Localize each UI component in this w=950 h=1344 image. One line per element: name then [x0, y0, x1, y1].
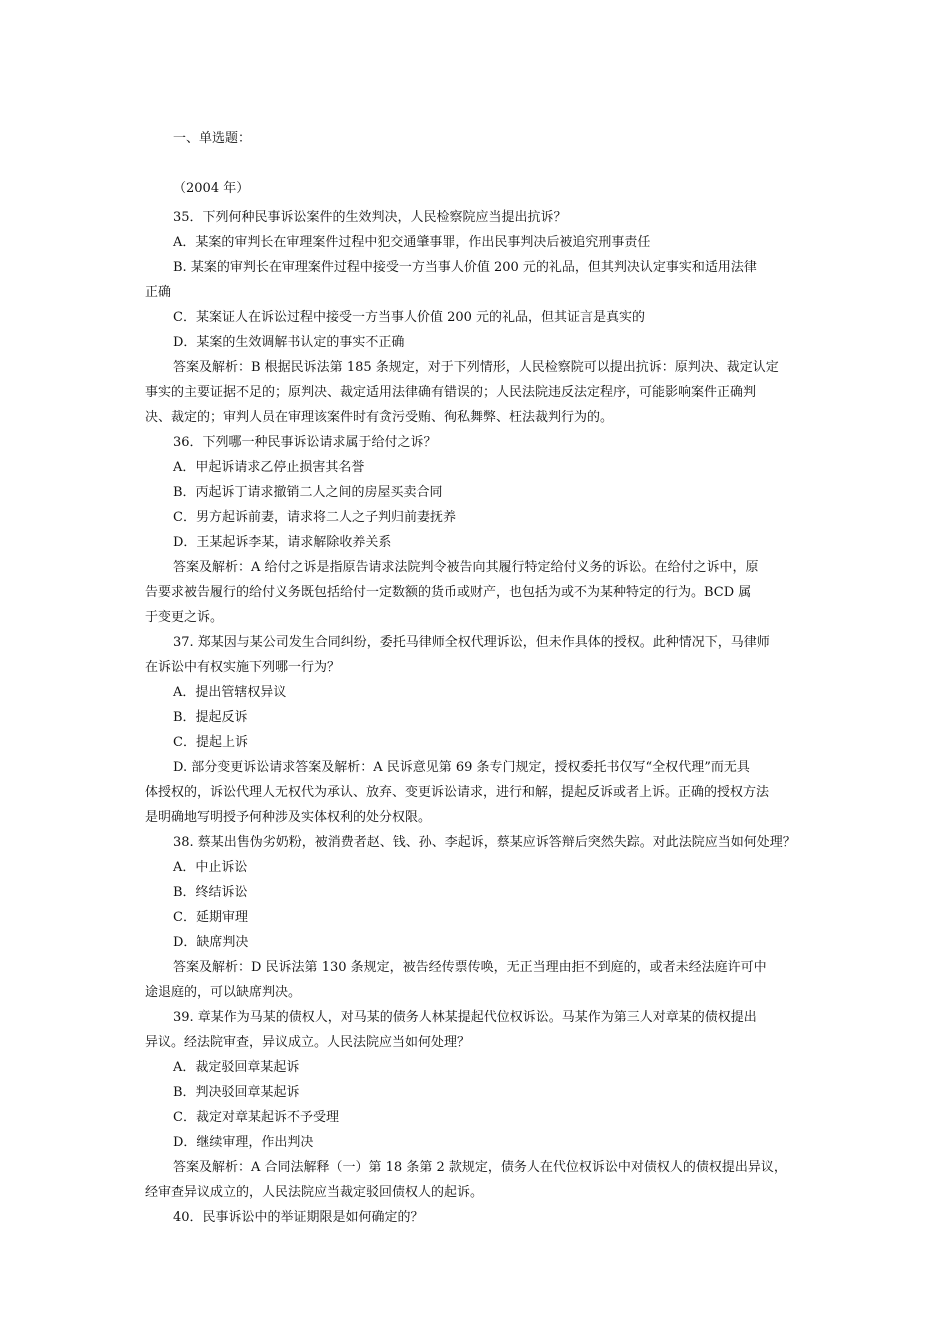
text-line: C．提起上诉 [173, 735, 248, 750]
text-line: A．裁定驳回章某起诉 [173, 1060, 300, 1075]
year-label: （2004 年） [173, 181, 250, 196]
text-line: 38. 蔡某出售伪劣奶粉，被消费者赵、钱、孙、李起诉，蔡某应诉答辩后突然失踪。对此法院应当如何处理？ [173, 835, 796, 850]
text-line: 于变更之诉。 [145, 610, 224, 625]
text-line: D．缺席判决 [173, 935, 249, 950]
document-body [145, 126, 813, 1230]
text-line: 答案及解析：D 民诉法第 130 条规定，被告经传票传唤，无正当理由拒不到庭的，或者未经法庭许可中 [173, 960, 767, 975]
text-line: 事实的主要证据不足的；原判决、裁定适用法律确有错误的；人民法院违反法定程序，可能影响案件正确判 [145, 385, 757, 400]
text-lines [145, 205, 813, 1230]
text-line: 答案及解析：A 给付之诉是指原告请求法院判令被告向其履行特定给付义务的诉讼。在给付之诉中，原 [173, 560, 759, 575]
text-line: C．男方起诉前妻，请求将二人之子判归前妻抚养 [173, 510, 456, 525]
text-line: A．某案的审判长在审理案件过程中犯交通肇事罪，作出民事判决后被追究刑事责任 [173, 235, 651, 250]
text-line: 经审查异议成立的，人民法院应当裁定驳回债权人的起诉。 [145, 1185, 484, 1200]
text-line: 35．下列何种民事诉讼案件的生效判决，人民检察院应当提出抗诉？ [173, 210, 567, 225]
text-line: B．终结诉讼 [173, 885, 248, 900]
text-line: 在诉讼中有权实施下列哪一行为？ [145, 660, 341, 675]
text-line: 答案及解析：A 合同法解释（一）第 18 条第 2 款规定，债务人在代位权诉讼中对债权人的债权提出异议， [173, 1160, 787, 1175]
text-line: 正确 [145, 285, 172, 300]
text-line: 途退庭的，可以缺席判决。 [145, 985, 302, 1000]
text-line: A．提出管辖权异议 [173, 685, 287, 700]
text-line: B. 某案的审判长在审理案件过程中接受一方当事人价值 200 元的礼品，但其判决认定事实和适用法律 [173, 260, 757, 275]
text-line: 体授权的，诉讼代理人无权代为承认、放弃、变更诉讼请求，进行和解，提起反诉或者上诉。正确的授权方法 [145, 785, 770, 800]
text-line: A．中止诉讼 [173, 860, 248, 875]
text-line: C．某案证人在诉讼过程中接受一方当事人价值 200 元的礼品，但其证言是真实的 [173, 310, 646, 325]
text-line: B．提起反诉 [173, 710, 248, 725]
text-line: 答案及解析：B 根据民诉法第 185 条规定，对于下列情形，人民检察院可以提出抗诉：原判决、裁定认定 [173, 360, 779, 375]
text-line: 40．民事诉讼中的举证期限是如何确定的？ [173, 1210, 424, 1225]
text-line: 决、裁定的；审判人员在审理该案件时有贪污受贿、徇私舞弊、枉法裁判行为的。 [145, 410, 614, 425]
text-line: D．继续审理，作出判决 [173, 1135, 314, 1150]
text-line: 异议。经法院审查，异议成立。人民法院应当如何处理？ [145, 1035, 471, 1050]
text-line: C．裁定对章某起诉不予受理 [173, 1110, 339, 1125]
text-line: 是明确地写明授予何种涉及实体权利的处分权限。 [145, 810, 432, 825]
text-line: A．甲起诉请求乙停止损害其名誉 [173, 460, 365, 475]
text-line: B．判决驳回章某起诉 [173, 1085, 300, 1100]
text-line: 39. 章某作为马某的债权人，对马某的债务人林某提起代位权诉讼。马某作为第三人对章某的债权提出 [173, 1010, 757, 1025]
text-line: D．王某起诉李某，请求解除收养关系 [173, 535, 392, 550]
text-line: D. 部分变更诉讼请求答案及解析：A 民诉意见第 69 条专门规定，授权委托书仅写“全权代理”而无具 [173, 760, 750, 775]
text-line: 36．下列哪一种民事诉讼请求属于给付之诉？ [173, 435, 437, 450]
text-line: D．某案的生效调解书认定的事实不正确 [173, 335, 405, 350]
spacer [145, 151, 813, 176]
section-title: 一、单选题： [173, 131, 252, 146]
text-line: B．丙起诉丁请求撤销二人之间的房屋买卖合同 [173, 485, 443, 500]
text-line: 告要求被告履行的给付义务既包括给付一定数额的货币或财产，也包括为或不为某种特定的行为。BCD 属 [145, 585, 752, 600]
text-line: C．延期审理 [173, 910, 248, 925]
text-line: 37. 郑某因与某公司发生合同纠纷，委托马律师全权代理诉讼，但未作具体的授权。此种情况下，马律师 [173, 635, 770, 650]
